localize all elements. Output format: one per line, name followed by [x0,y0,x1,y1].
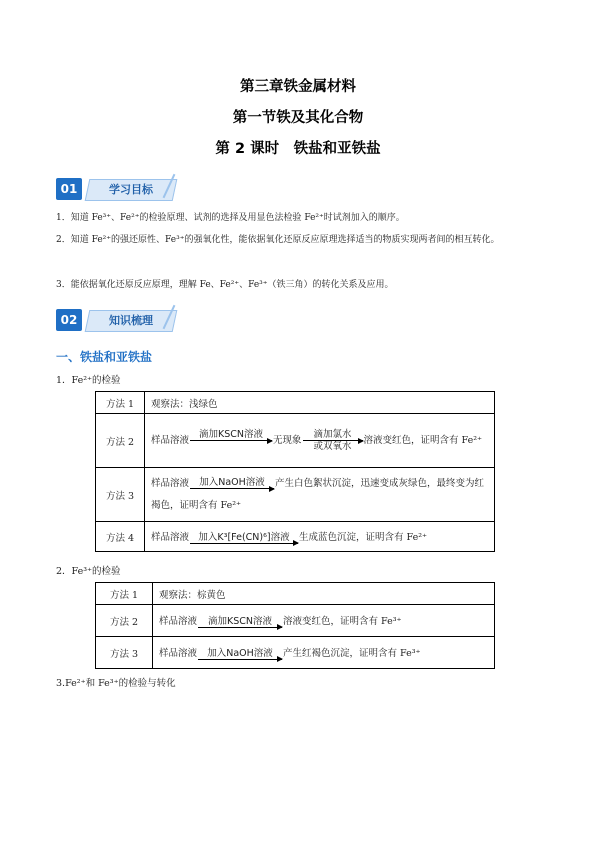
badge-number: 01 [56,178,82,200]
reaction-arrow: 加入NaOH溶液 [190,477,274,489]
fe3-test-table [95,582,495,669]
method-cell: 方法 1 [96,392,145,414]
method-cell: 方法 3 [96,468,145,522]
sample-text: 样品溶液 [151,477,190,489]
item3-title: 3.Fe²⁺和 Fe³⁺的检验与转化 [56,678,176,689]
observation-cell: 观察法：浅绿色 [145,392,495,414]
method-cell: 方法 3 [96,637,153,669]
sample-text: 样品溶液 [151,435,190,446]
procedure-cell [145,522,495,552]
section-title: 第一节铁及其化合物 [232,110,364,126]
reaction-arrow: 加入NaOH溶液 [198,648,282,660]
fe2-test-table [95,391,495,552]
result-text: 溶液变红色，证明含有 Fe³⁺ [283,616,402,628]
method-cell: 方法 2 [96,605,153,637]
procedure-cell [153,605,495,637]
badge-label: 学习目标 [85,179,178,201]
sample-text: 样品溶液 [151,532,190,544]
result-text: 产生红褐色沉淀，证明含有 Fe³⁺ [283,648,421,660]
method-cell: 方法 4 [96,522,145,552]
intermediate-text: 无现象 [273,435,302,446]
procedure-cell [145,468,495,522]
badge-label: 知识梳理 [85,310,178,332]
observation-cell: 观察法：棕黄色 [153,583,495,605]
reaction-arrow: 滴加氯水 或双氧水 [303,429,363,452]
section-heading: 一、铁盐和亚铁盐 [56,350,153,364]
procedure-cell [153,637,495,669]
chapter-title: 第三章铁金属材料 [240,79,356,95]
procedure-cell [145,414,495,468]
sample-text: 样品溶液 [159,648,198,660]
objective-2: 2．知道 Fe²⁺的强还原性、Fe³⁺的强氧化性，能依据氧化还原反应原理选择适当的物质实现两者间的相互转化。 [56,235,500,245]
badge-number: 02 [56,309,82,331]
result-text: 生成蓝色沉淀，证明含有 Fe²⁺ [299,532,428,544]
reaction-arrow: 滴加KSCN溶液 [190,429,272,452]
result-text: 产生白色絮状沉淀，迅速变成灰绿色，最终变为红褐色，证明含有 Fe²⁺ [151,477,485,511]
reaction-arrow: 滴加KSCN溶液 [198,616,282,628]
objective-3: 3．能依据氧化还原反应原理，理解 Fe、Fe²⁺、Fe³⁺（铁三角）的转化关系及应用。 [56,280,394,290]
method-cell: 方法 2 [96,414,145,468]
fe2-title: 1．Fe²⁺的检验 [56,375,121,386]
method-cell: 方法 1 [96,583,153,605]
result-text: 溶液变红色，证明含有 Fe²⁺ [363,435,483,446]
sample-text: 样品溶液 [159,616,198,628]
lesson-title: 第 2 课时 铁盐和亚铁盐 [215,141,381,157]
reaction-arrow: 加入K³[Fe(CN)⁶]溶液 [190,532,298,544]
fe3-title: 2．Fe³⁺的检验 [56,566,121,577]
objective-1: 1．知道 Fe³⁺、Fe²⁺的检验原理、试剂的选择及用显色法检验 Fe²⁺时试剂加入的顺序。 [56,213,405,223]
